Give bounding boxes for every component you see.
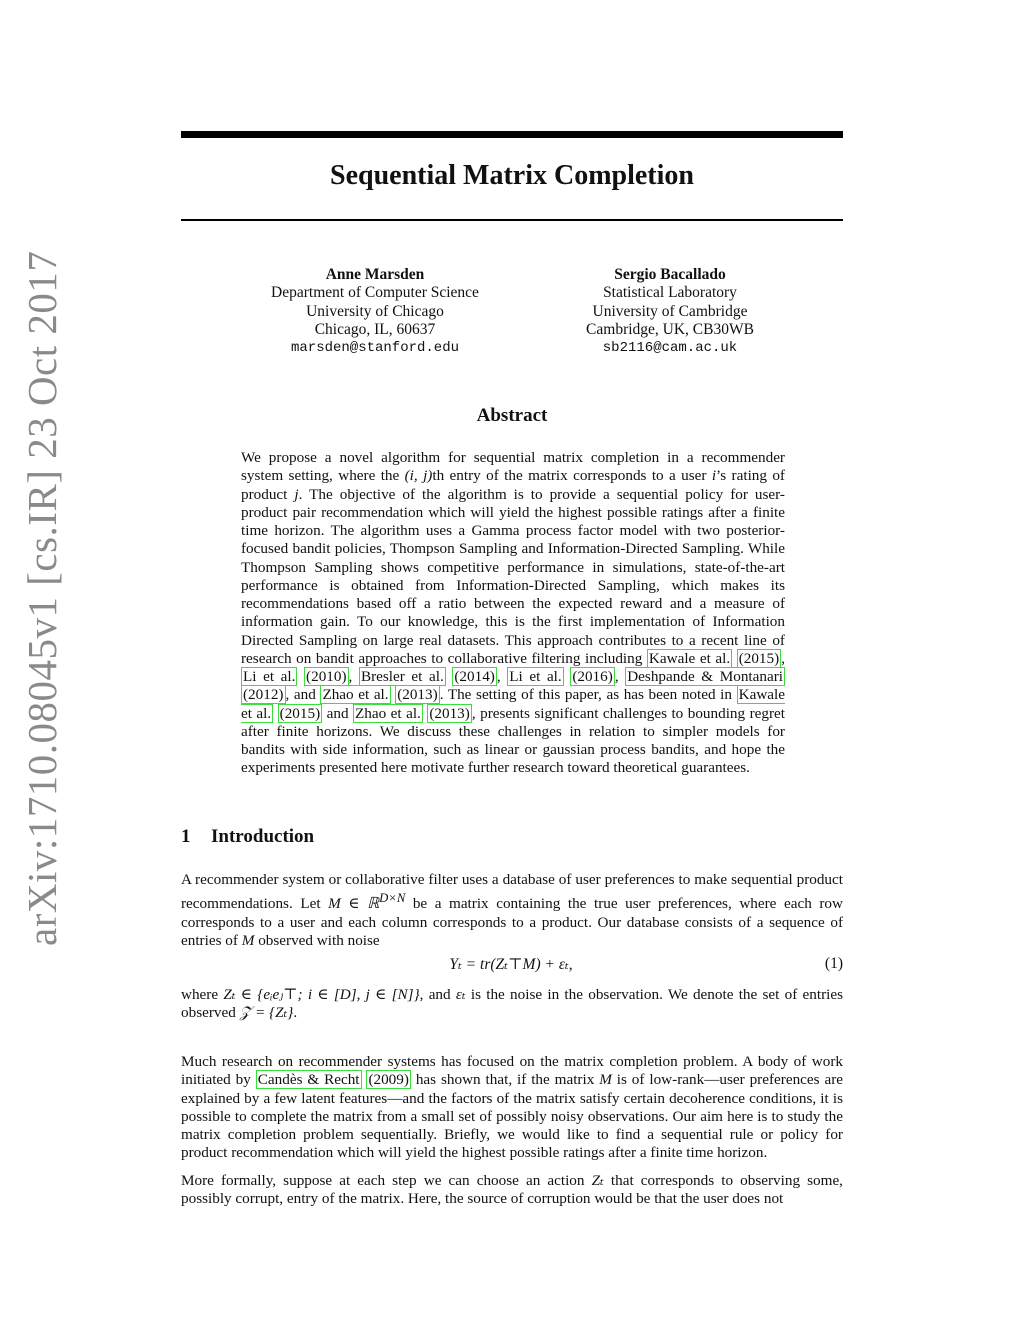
citation-year-link[interactable]: (2014) bbox=[454, 668, 495, 685]
text-run: and bbox=[322, 704, 354, 722]
author-department: Department of Computer Science bbox=[271, 284, 479, 302]
math-inline: εₜ bbox=[455, 986, 466, 1003]
math-inline: i bbox=[711, 467, 717, 485]
author-email[interactable]: sb2116@cam.ac.uk bbox=[602, 340, 738, 357]
citation-year-link[interactable]: (2016) bbox=[572, 668, 613, 685]
text-run: is the noise in the observation. We denote the set of entries observed bbox=[181, 986, 843, 1022]
math-inline: M ∈ ℝ bbox=[328, 895, 380, 913]
text-run: , bbox=[496, 668, 508, 685]
equation-number: (1) bbox=[824, 955, 843, 972]
arxiv-side-stamp: arXiv:1710.08045v1 [cs.IR] 23 Oct 2017 bbox=[19, 250, 65, 946]
intro-paragraph-4 bbox=[181, 1172, 843, 1209]
author-email[interactable]: marsden@stanford.edu bbox=[290, 340, 460, 357]
text-run: ’s rating of product bbox=[241, 467, 785, 503]
citation-link[interactable]: Candès & Recht bbox=[257, 1071, 360, 1089]
abstract-heading: Abstract bbox=[476, 405, 548, 426]
text-run: that corresponds to observing some, possibly corrupt, entry of the matrix. Here, the source of corruption would be that the user does not bbox=[181, 1172, 843, 1208]
author-department: Statistical Laboratory bbox=[603, 284, 737, 302]
citation-year-link[interactable]: (2012) bbox=[243, 686, 284, 704]
citation-link[interactable]: Kawale et al. bbox=[648, 649, 731, 667]
math-inline: Zₜ ∈ {eᵢeⱼ⊤; i ∈ [D], j ∈ [N]} bbox=[223, 986, 420, 1003]
text-run: is of low-rank—user preferences are explained by a few latent features—and the factors of the matrix satisfy certain decoherence conditions, it is possible to complete the matrix from a small set of possibly noisy observations. Our aim here is to study the matrix completion problem sequentially. Briefly, we would like to find a sequential rule or policy for product recommendation which will yield the highest possible ratings after a finite time horizon. bbox=[181, 1071, 843, 1162]
author-block-1 bbox=[245, 266, 505, 357]
citation-link[interactable]: Zhao et al. bbox=[322, 686, 389, 704]
author-city: Cambridge, UK, CB30WB bbox=[586, 320, 754, 338]
citation-year-link[interactable]: (2013) bbox=[397, 686, 438, 704]
text-run: , bbox=[614, 668, 626, 685]
text-run: , and bbox=[285, 686, 321, 704]
text-run: th entry of the matrix corresponds to a user bbox=[432, 467, 712, 485]
citation-link[interactable]: Li et al. bbox=[509, 668, 562, 685]
text-run: , presents significant challenges to bounding regret after finite horizons. We discuss these challenges in relation to simpler models for bandits with side information, such as linear or gaussian process bandits, and hope the experiments presented here motivate further research toward theoretical guarantees. bbox=[241, 704, 785, 777]
text-run: . bbox=[293, 1004, 298, 1022]
title-top-rule bbox=[181, 131, 843, 138]
citation-link[interactable]: Li et al. bbox=[243, 668, 296, 685]
citation-link[interactable]: Bresler et al. bbox=[360, 668, 444, 685]
author-block-2 bbox=[560, 266, 780, 357]
citation-year-link[interactable]: (2010) bbox=[306, 668, 347, 685]
citation-year-link[interactable]: (2015) bbox=[279, 704, 321, 722]
intro-paragraph-1 bbox=[181, 871, 843, 950]
math-inline: (i, j) bbox=[404, 467, 433, 485]
math-superscript: D×N bbox=[379, 891, 406, 906]
intro-paragraph-2 bbox=[181, 986, 843, 1023]
text-run: be a matrix containing the true user preferences, where each row corresponds to a user and each column corresponds to a product. Our database consists of a sequence of entries of bbox=[181, 895, 843, 949]
section-number: 1 bbox=[181, 826, 191, 847]
section-title: Introduction bbox=[211, 826, 315, 847]
text-run: A recommender system or collaborative filter uses a database of user preferences to make sequential product recommendations. Let bbox=[181, 871, 843, 913]
text-run: . The objective of the algorithm is to provide a sequential policy for user-product pair recommendation which will yield the highest possible ratings after a finite time horizon. The algorithm uses a Gamma process factor model with two posterior-focused bandit policies, Thompson Sampling and Information-Directed Sampling. While Thompson Sampling shows competitive performance in simulations, state-of-the-art performance is obtained from Information-Directed Sampling, which makes its recommendations based off a ratio between the expected reward and a measure of information gain. To our knowledge, this is the first implementation of Information Directed Sampling on large real datasets. This approach contributes to a recent line of research on bandit approaches to collaborative filtering including bbox=[241, 485, 785, 667]
math-inline: 𝒵 = {Zₜ} bbox=[239, 1004, 294, 1022]
citation-link[interactable]: Kawale et al. bbox=[241, 686, 785, 722]
section-heading bbox=[181, 826, 314, 848]
text-run: , bbox=[348, 668, 359, 685]
author-university: University of Cambridge bbox=[592, 302, 748, 320]
math-inline: j bbox=[294, 485, 299, 503]
text-run: , bbox=[781, 649, 785, 667]
author-name: Anne Marsden bbox=[325, 266, 425, 283]
citation-year-link[interactable]: (2009) bbox=[368, 1071, 409, 1089]
author-university: University of Chicago bbox=[306, 302, 444, 320]
text-run: More formally, suppose at each step we can choose an action bbox=[181, 1172, 592, 1189]
text-run: has shown that, if the matrix bbox=[410, 1071, 600, 1089]
text-run: . The setting of this paper, as has been noted in bbox=[439, 686, 737, 704]
citation-link[interactable]: Zhao et al. bbox=[355, 704, 421, 722]
citation-link[interactable]: Deshpande & Montanari bbox=[627, 668, 783, 685]
intro-paragraph-3 bbox=[181, 1053, 843, 1163]
author-city: Chicago, IL, 60637 bbox=[314, 320, 436, 338]
text-run: Much research on recommender systems has focused on the matrix completion problem. A body of work initiated by bbox=[181, 1053, 843, 1089]
citation-year-link[interactable]: (2015) bbox=[738, 649, 780, 667]
abstract-text bbox=[241, 449, 785, 778]
equation-formula: Yₜ = tr(Zₜ⊤M) + εₜ, bbox=[449, 956, 573, 973]
text-run: We propose a novel algorithm for sequential matrix completion in a recommender system setting, where the bbox=[241, 449, 785, 485]
text-run: where bbox=[181, 986, 224, 1003]
paper-title: Sequential Matrix Completion bbox=[330, 160, 694, 191]
text-run: , and bbox=[419, 986, 456, 1003]
citation-year-link[interactable]: (2013) bbox=[429, 704, 470, 722]
title-bottom-rule bbox=[181, 219, 843, 221]
math-inline: M bbox=[599, 1071, 612, 1089]
math-inline: Zₜ bbox=[591, 1172, 604, 1189]
text-run: observed with noise bbox=[254, 931, 380, 949]
author-name: Sergio Bacallado bbox=[614, 266, 726, 283]
math-inline: M bbox=[241, 931, 255, 949]
